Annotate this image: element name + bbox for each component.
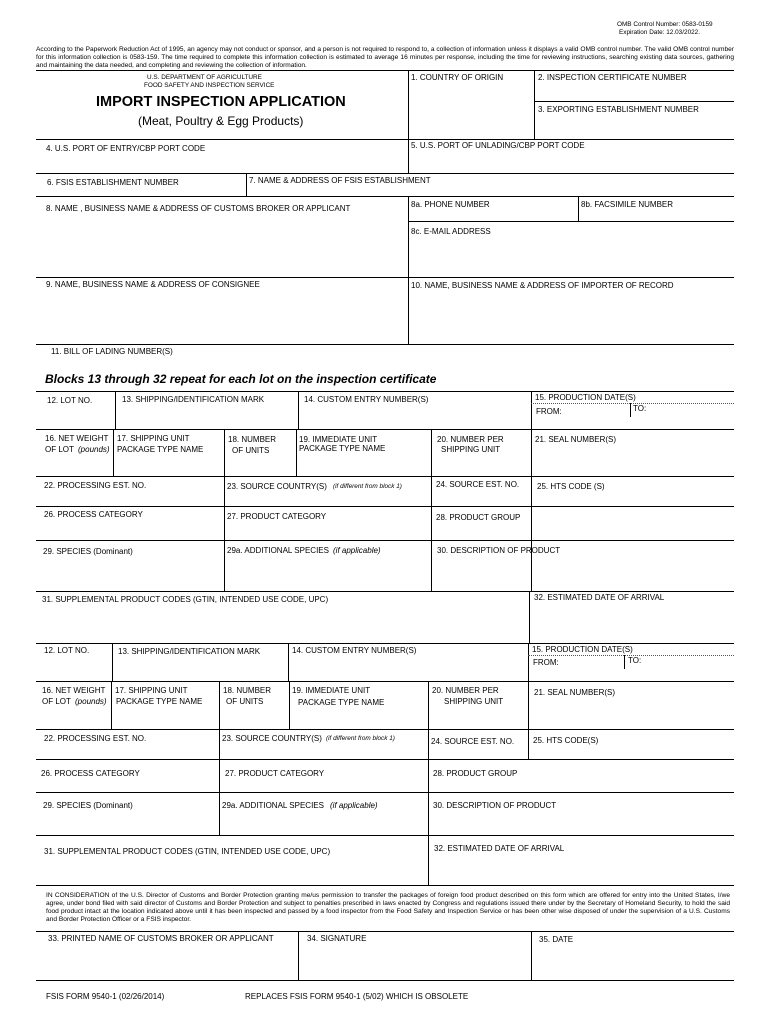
signature-field[interactable]: [298, 931, 531, 980]
lot1-additional-species-note: (if applicable): [333, 546, 381, 555]
lot2-production-to-label: TO:: [628, 656, 642, 665]
customs-broker-field[interactable]: [36, 196, 408, 277]
lot1-shipping-unit-package: PACKAGE TYPE NAME: [117, 445, 204, 454]
lot2-arrival-date-label: 32. ESTIMATED DATE OF ARRIVAL: [434, 844, 565, 853]
replaces-notice: REPLACES FSIS FORM 9540-1 (5/02) WHICH IS OBSOLETE: [245, 992, 469, 1001]
signature-label: 34. SIGNATURE: [307, 934, 367, 943]
port-of-entry-field[interactable]: [36, 139, 408, 173]
lot1-product-group-field[interactable]: [431, 506, 734, 540]
lot1-immediate-unit-package: PACKAGE TYPE NAME: [299, 444, 386, 453]
lot2-number-per-unit-sub: SHIPPING UNIT: [444, 697, 504, 706]
lot2-net-weight-label: 16. NET WEIGHT: [42, 686, 106, 695]
lot1-number-of-units-label: 18. NUMBER: [228, 435, 277, 444]
lot2-number-per-unit-label: 20. NUMBER PER: [432, 686, 499, 695]
importer-of-record-label: 10. NAME, BUSINESS NAME & ADDRESS OF IMPORTER OF RECORD: [411, 281, 674, 290]
lot1-arrival-date-label: 32. ESTIMATED DATE OF ARRIVAL: [534, 593, 665, 602]
lot2-lot-no-field[interactable]: [36, 643, 112, 681]
lot1-custom-entry-field[interactable]: [298, 391, 531, 429]
lot2-description-field[interactable]: [428, 792, 734, 835]
lot1-source-est-label: 24. SOURCE EST. NO.: [436, 480, 520, 489]
lot1-supplemental-codes-field[interactable]: [36, 591, 529, 643]
lot1-lot-no-label: 12. LOT NO.: [47, 396, 93, 405]
lot1-production-from-label: FROM:: [536, 407, 562, 416]
lot2-seal-number-field[interactable]: [528, 681, 734, 729]
lot1-processing-est-field[interactable]: [36, 476, 224, 506]
lot1-additional-species-field[interactable]: [224, 540, 431, 591]
lot2-supplemental-codes-field[interactable]: [36, 835, 428, 885]
lot2-processing-est-field[interactable]: [36, 729, 219, 759]
country-of-origin-label: 1. COUNTRY OF ORIGIN: [411, 73, 504, 82]
phone-number-field[interactable]: [408, 196, 578, 221]
lot2-shipping-unit-label: 17. SHIPPING UNIT: [115, 686, 188, 695]
printed-name-label: 33. PRINTED NAME OF CUSTOMS BROKER OR APPLICANT: [48, 934, 274, 943]
lot1-production-to-label: TO:: [633, 404, 647, 413]
lot2-species-label: 29. SPECIES (Dominant): [43, 801, 133, 810]
lot2-additional-species-field[interactable]: [219, 792, 428, 835]
consignee-label: 9. NAME, BUSINESS NAME & ADDRESS OF CONSIGNEE: [46, 280, 260, 289]
lot1-hts-code-label: 25. HTS CODE (S): [537, 482, 605, 491]
lot2-number-per-unit-field[interactable]: [428, 681, 528, 729]
lot2-hts-code-label: 25. HTS CODE(S): [533, 736, 599, 745]
lot1-net-weight-field[interactable]: [36, 429, 113, 476]
lot1-hts-code-field[interactable]: [531, 476, 734, 506]
bill-of-lading-field[interactable]: [36, 344, 734, 366]
lot1-seal-number-label: 21. SEAL NUMBER(S): [535, 435, 617, 444]
lot2-source-country-field[interactable]: [219, 729, 428, 759]
lot1-additional-species-label: 29a. ADDITIONAL SPECIES: [227, 546, 329, 555]
lot2-production-to-field[interactable]: [624, 655, 734, 669]
lot2-number-of-units-sub: OF UNITS: [226, 697, 264, 706]
service-name: FOOD SAFETY AND INSPECTION SERVICE: [144, 82, 275, 89]
form-title: IMPORT INSPECTION APPLICATION: [96, 94, 346, 110]
lot2-immediate-unit-label: 19. IMMEDIATE UNIT: [292, 686, 371, 695]
lot2-shipping-mark-field[interactable]: [112, 643, 288, 681]
lot2-immediate-unit-package: PACKAGE TYPE NAME: [298, 698, 385, 707]
lot2-product-group-label: 28. PRODUCT GROUP: [433, 769, 518, 778]
lot1-process-category-field[interactable]: [36, 506, 224, 540]
consignee-field[interactable]: [36, 277, 408, 344]
lot2-arrival-date-field[interactable]: [428, 835, 734, 885]
date-field[interactable]: [531, 931, 734, 980]
lot1-net-weight-unit: (pounds): [78, 445, 110, 454]
email-address-label: 8c. E-MAIL ADDRESS: [411, 227, 491, 236]
exporting-establishment-label: 3. EXPORTING ESTABLISHMENT NUMBER: [538, 105, 699, 114]
lot1-shipping-mark-field[interactable]: [115, 391, 298, 429]
lot2-additional-species-label: 29a. ADDITIONAL SPECIES: [222, 801, 324, 810]
port-of-unlading-label: 5. U.S. PORT OF UNLADING/CBP PORT CODE: [411, 141, 585, 150]
bill-of-lading-label: 11. BILL OF LADING NUMBER(S): [51, 347, 173, 356]
country-of-origin-field[interactable]: [408, 70, 534, 139]
lot1-product-category-field[interactable]: [224, 506, 431, 540]
lot2-source-est-field[interactable]: [428, 729, 528, 759]
lot1-product-category-label: 27. PRODUCT CATEGORY: [227, 512, 327, 521]
lot1-arrival-date-field[interactable]: [529, 591, 734, 643]
fsis-establishment-number-field[interactable]: [36, 173, 246, 196]
lot2-source-country-label: 23. SOURCE COUNTRY(S): [222, 734, 322, 743]
lot1-immediate-unit-label: 19. IMMEDIATE UNIT: [299, 435, 378, 444]
lot1-source-country-note: (if different from block 1): [333, 483, 402, 490]
lot2-shipping-unit-field[interactable]: [111, 681, 219, 729]
lot1-number-of-units-field[interactable]: [224, 429, 296, 476]
lot1-source-country-label: 23. SOURCE COUNTRY(S): [227, 482, 327, 491]
lot2-custom-entry-field[interactable]: [288, 643, 528, 681]
lot1-custom-entry-label: 14. CUSTOM ENTRY NUMBER(S): [304, 395, 429, 404]
lot1-description-label: 30. DESCRIPTION OF PRODUCT: [437, 546, 561, 555]
lot2-product-category-field[interactable]: [219, 759, 428, 792]
lot1-description-field[interactable]: [431, 540, 734, 591]
printed-name-field[interactable]: [36, 931, 298, 980]
lot2-process-category-field[interactable]: [36, 759, 219, 792]
form-subtitle: (Meat, Poultry & Egg Products): [138, 114, 304, 128]
lot1-net-weight-of-lot: OF LOT: [45, 445, 74, 454]
lot1-number-per-unit-sub: SHIPPING UNIT: [441, 445, 501, 454]
lot1-source-country-field[interactable]: [224, 476, 431, 506]
lot2-net-weight-unit: (pounds): [75, 697, 107, 706]
lot2-immediate-unit-field[interactable]: [289, 681, 428, 729]
fsis-establishment-number-label: 6. FSIS ESTABLISHMENT NUMBER: [47, 178, 179, 187]
importer-of-record-field[interactable]: [408, 277, 734, 344]
lot1-source-est-field[interactable]: [431, 476, 531, 506]
dept-name: U.S. DEPARTMENT OF AGRICULTURE: [147, 74, 262, 81]
facsimile-number-field[interactable]: [578, 196, 734, 221]
lot1-lot-no-field[interactable]: [36, 391, 115, 429]
lot1-supplemental-codes-label: 31. SUPPLEMENTAL PRODUCT CODES (GTIN, INTENDED USE CODE, UPC): [42, 595, 329, 604]
email-address-field[interactable]: [408, 221, 734, 277]
lot2-net-weight-field[interactable]: [36, 681, 111, 729]
lot1-processing-est-label: 22. PROCESSING EST. NO.: [44, 481, 147, 490]
lot2-additional-species-note: (if applicable): [330, 801, 378, 810]
blocks-heading: Blocks 13 through 32 repeat for each lot on the inspection certificate: [45, 372, 437, 386]
lot2-source-est-label: 24. SOURCE EST. NO.: [431, 737, 515, 746]
fsis-establishment-address-field[interactable]: [246, 173, 734, 196]
lot2-process-category-label: 26. PROCESS CATEGORY: [41, 769, 140, 778]
port-of-unlading-field[interactable]: [408, 139, 734, 173]
lot1-product-group-label: 28. PRODUCT GROUP: [436, 513, 521, 522]
lot1-shipping-mark-label: 13. SHIPPING/IDENTIFICATION MARK: [122, 395, 265, 404]
lot1-seal-number-field[interactable]: [531, 429, 734, 476]
lot2-number-of-units-field[interactable]: [219, 681, 289, 729]
lot2-description-label: 30. DESCRIPTION OF PRODUCT: [433, 801, 557, 810]
lot2-supplemental-codes-label: 31. SUPPLEMENTAL PRODUCT CODES (GTIN, INTENDED USE CODE, UPC): [44, 847, 331, 856]
lot2-net-weight-of-lot: OF LOT: [42, 697, 71, 706]
lot2-shipping-unit-package: PACKAGE TYPE NAME: [116, 697, 203, 706]
facsimile-number-label: 8b. FACSIMILE NUMBER: [581, 200, 674, 209]
customs-broker-label: 8. NAME , BUSINESS NAME & ADDRESS OF CUSTOMS BROKER OR APPLICANT: [46, 204, 351, 213]
lot2-seal-number-label: 21. SEAL NUMBER(S): [534, 688, 616, 697]
lot1-number-per-unit-label: 20. NUMBER PER: [437, 435, 504, 444]
lot1-process-category-label: 26. PROCESS CATEGORY: [44, 510, 143, 519]
lot1-production-from-field[interactable]: [531, 403, 630, 417]
lot1-number-per-unit-field[interactable]: [431, 429, 531, 476]
port-of-entry-label: 4. U.S. PORT OF ENTRY/CBP PORT CODE: [46, 144, 206, 153]
lot2-production-dates-label: 15. PRODUCTION DATE(S): [532, 645, 633, 654]
lot2-lot-no-label: 12. LOT NO.: [44, 646, 90, 655]
lot2-production-from-field[interactable]: [528, 655, 624, 669]
lot1-species-field[interactable]: [36, 540, 224, 591]
paperwork-notice: According to the Paperwork Reduction Act of 1995, an agency may not conduct or sponsor, and a person is not required to respond to, a collection of information unless it displays a valid OMB control number. The valid OMB control number for this information collection is 0583-159. The time required to complete this information collection is estimated to average 16 minutes per response, including the time for reviewing instructions, searching existing data sources, gathering and maintaining the data needed, and completing and reviewing the collection of information.: [36, 46, 734, 69]
inspection-certificate-label: 2. INSPECTION CERTIFICATE NUMBER: [538, 73, 687, 82]
lot1-production-to-field[interactable]: [630, 403, 734, 417]
lot2-custom-entry-label: 14. CUSTOM ENTRY NUMBER(S): [292, 646, 417, 655]
lot2-species-field[interactable]: [36, 792, 219, 835]
lot2-number-of-units-label: 18. NUMBER: [223, 686, 272, 695]
lot2-processing-est-label: 22. PROCESSING EST. NO.: [44, 734, 147, 743]
lot1-number-of-units-sub: OF UNITS: [232, 446, 270, 455]
form-number: FSIS FORM 9540-1 (02/26/2014): [46, 992, 165, 1001]
lot2-shipping-mark-label: 13. SHIPPING/IDENTIFICATION MARK: [118, 647, 261, 656]
consideration-statement: IN CONSIDERATION of the U.S. Director of Customs and Border Protection granting me/us permission to transfer the packages of foreign food product described on this form which are offered for entry into the United States, I/we agree, under bond filed with said director of Customs and Border Protection and subject to penalties prescribed in laws enacted by Congress and regulations issued there under by the Secretary of Homeland Security, to hold the said food product intact at the location indicated above until it has been inspected and passed by a food inspector from the Food Safety and Inspection Service or has been other wise disposed of under the supervision of a U.S. Customs and Border Protection Officer or a FSIS inspector.: [46, 892, 730, 923]
lot2-production-from-label: FROM:: [533, 658, 559, 667]
lot1-production-dates-label: 15. PRODUCTION DATE(S): [535, 393, 636, 402]
omb-expiration-date: Expiration Date: 12.03/2022.: [619, 29, 701, 36]
fsis-establishment-address-label: 7. NAME & ADDRESS OF FSIS ESTABLISHMENT: [249, 176, 431, 185]
lot1-immediate-unit-field[interactable]: [296, 429, 431, 476]
inspection-certificate-field[interactable]: [534, 70, 734, 101]
date-label: 35. DATE: [539, 935, 574, 944]
lot1-species-label: 29. SPECIES (Dominant): [43, 547, 133, 556]
omb-control-number: OMB Control Number: 0583-0159: [617, 21, 713, 28]
exporting-establishment-field[interactable]: [534, 101, 734, 139]
lot1-shipping-unit-label: 17. SHIPPING UNIT: [117, 434, 190, 443]
lot1-net-weight-label: 16. NET WEIGHT: [45, 434, 109, 443]
lot2-product-category-label: 27. PRODUCT CATEGORY: [225, 769, 325, 778]
lot1-shipping-unit-field[interactable]: [113, 429, 224, 476]
lot2-source-country-note: (if different from block 1): [326, 735, 395, 742]
lot2-hts-code-field[interactable]: [528, 729, 734, 759]
lot2-product-group-field[interactable]: [428, 759, 734, 792]
phone-number-label: 8a. PHONE NUMBER: [411, 200, 490, 209]
